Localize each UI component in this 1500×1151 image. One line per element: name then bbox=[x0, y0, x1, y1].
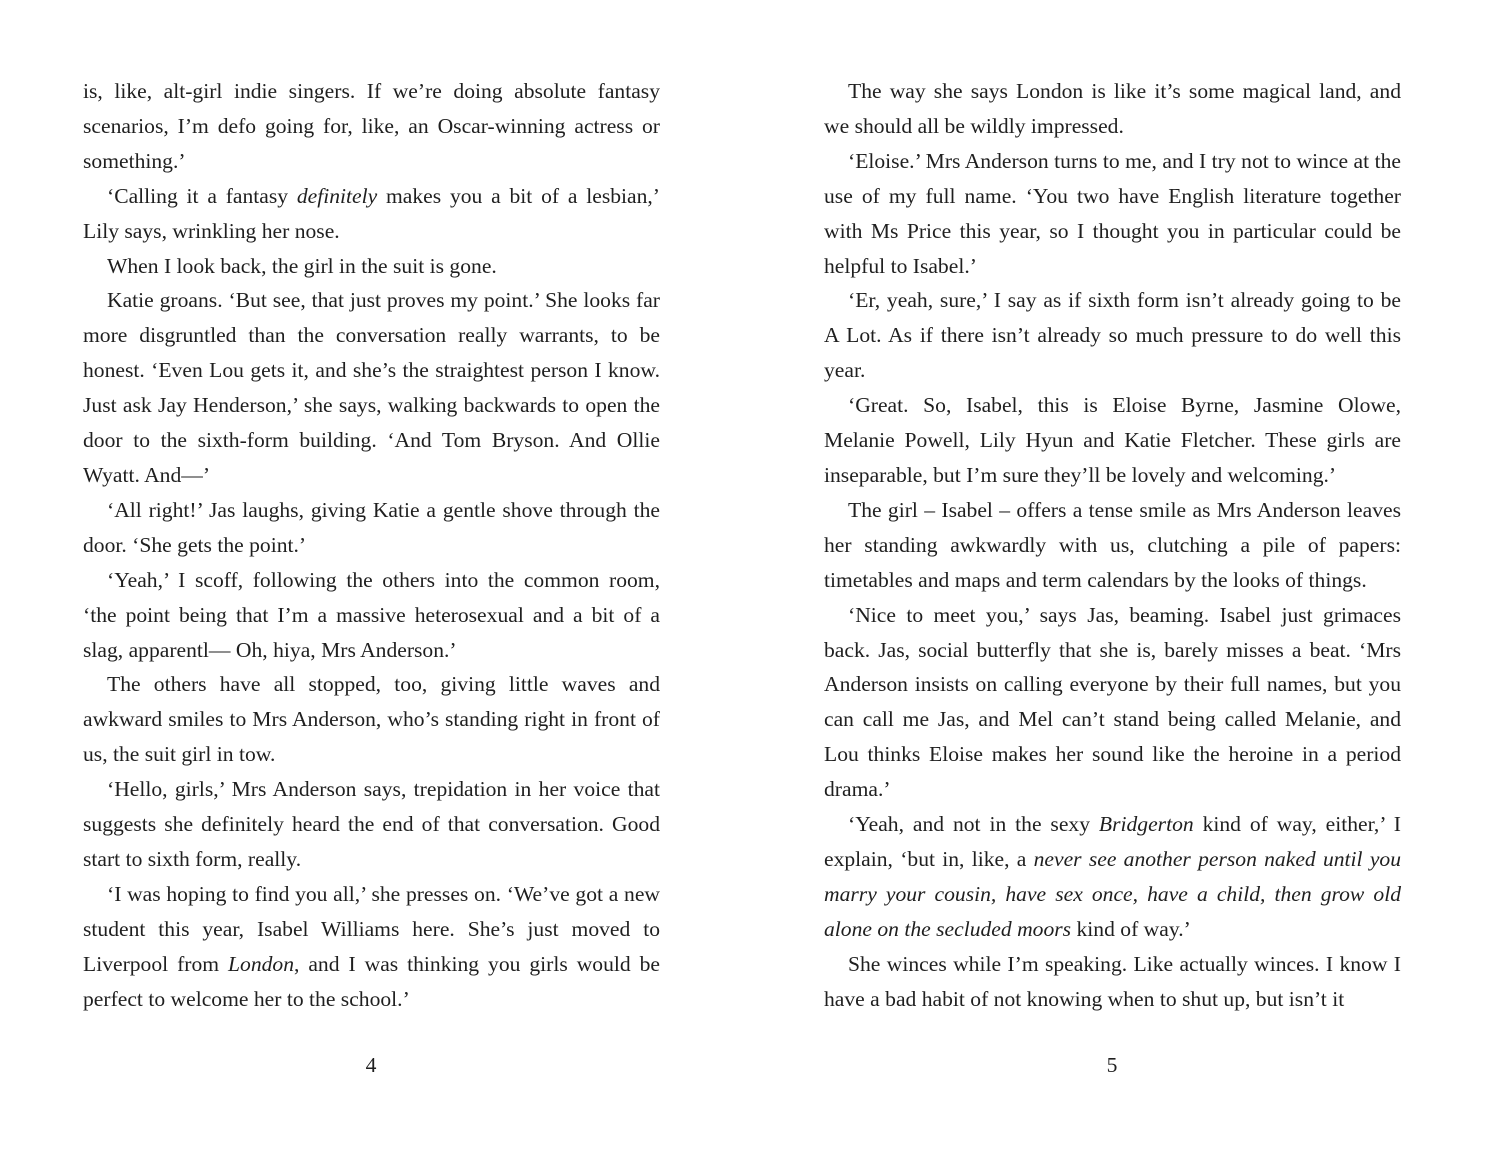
paragraph bbox=[824, 598, 1401, 807]
text-run: ‘Calling it a fantasy bbox=[107, 183, 297, 208]
paragraph bbox=[83, 877, 660, 1017]
text-run: ‘Yeah, and not in the sexy bbox=[848, 812, 1099, 837]
text-run: ‘Great. So, Isabel, this is Eloise Byrne, Jasmine Olowe, Melanie Powell, Lily Hyun and Katie Fletcher. These girls are inseparable, but I’m sure they’ll be lovely and welcoming.’ bbox=[824, 393, 1401, 487]
left-page bbox=[83, 74, 660, 1016]
page-number-right: 5 bbox=[1106, 1053, 1118, 1077]
paragraph bbox=[824, 74, 1401, 144]
paragraph bbox=[83, 563, 660, 668]
right-page bbox=[824, 74, 1401, 1016]
italic-text: definitely bbox=[296, 183, 378, 208]
text-run: Katie groans. ‘But see, that just proves my point.’ She looks far more disgruntled than the conversation really warrants, to be honest. ‘Even Lou gets it, and she’s the straightest person I know. Just ask Jay Henderson,’ she says, walking backwards to open the door to the sixth-form building. ‘And Tom Bryson. And Ollie Wyatt. And—’ bbox=[83, 288, 660, 487]
paragraph bbox=[83, 249, 660, 284]
paragraph bbox=[824, 388, 1401, 493]
italic-text: London bbox=[228, 951, 295, 976]
text-run: ‘Er, yeah, sure,’ I say as if sixth form isn’t already going to be A Lot. As if there isn’t already so much pressure to do well this year. bbox=[824, 288, 1401, 383]
paragraph bbox=[824, 807, 1401, 947]
text-run: When I look back, the girl in the suit is gone. bbox=[107, 253, 497, 278]
text-run: ‘Nice to meet you,’ says Jas, beaming. Isabel just grimaces back. Jas, social butterfly that she is, barely misses a beat. ‘Mrs Anderson insists on calling everyone by their full names, but you can call me Jas, and Mel can’t stand being called Melanie, and Lou thinks Eloise makes her sound like the heroine in a period drama.’ bbox=[824, 602, 1401, 802]
text-run: ‘I was hoping to find you all,’ she presses on. ‘We’ve got a new student this year, Isabel Williams here. She’s just moved to Liverpool from bbox=[83, 881, 660, 976]
paragraph bbox=[83, 74, 660, 179]
text-run: is, like, alt-girl indie singers. If we’re doing absolute fantasy scenarios, I’m defo going for, like, an Oscar-winning actress or something.’ bbox=[83, 79, 660, 173]
text-run: The girl – Isabel – offers a tense smile as Mrs Anderson leaves her standing awkwardly with us, clutching a pile of papers: timetables and maps and term calendars by the looks of things. bbox=[824, 497, 1401, 592]
text-run: The others have all stopped, too, giving little waves and awkward smiles to Mrs Anderson, who’s standing right in front of us, the suit girl in tow. bbox=[83, 672, 660, 767]
paragraph bbox=[824, 144, 1401, 284]
text-run: ‘Yeah,’ I scoff, following the others into the common room, ‘the point being that I’m a massive heterosexual and a bit of a slag, apparentl— Oh, hiya, Mrs Anderson.’ bbox=[83, 567, 660, 662]
paragraph bbox=[83, 667, 660, 772]
paragraph bbox=[83, 283, 660, 492]
paragraph bbox=[824, 493, 1401, 598]
text-run: makes you a bit of a lesbian,’ Lily says, wrinkling her nose. bbox=[83, 183, 660, 243]
paragraph bbox=[824, 283, 1401, 388]
paragraph bbox=[83, 493, 660, 563]
text-run: , and I was thinking you girls would be perfect to welcome her to the school.’ bbox=[83, 951, 660, 1011]
text-run: ‘All right!’ Jas laughs, giving Katie a gentle shove through the door. ‘She gets the point.’ bbox=[83, 497, 660, 557]
page-number-left: 4 bbox=[365, 1053, 377, 1077]
text-run: kind of way, either,’ I explain, ‘but in, like, a bbox=[824, 812, 1401, 871]
text-run: She winces while I’m speaking. Like actually winces. I know I have a bad habit of not knowing when to shut up, but isn’t it bbox=[824, 951, 1401, 1011]
text-run: ‘Eloise.’ Mrs Anderson turns to me, and I try not to wince at the use of my full name. ‘You two have English literature together with Ms Price this year, so I thought you in particular could be helpful to Isabel.’ bbox=[824, 148, 1401, 278]
text-run: ‘Hello, girls,’ Mrs Anderson says, trepidation in her voice that suggests she definitely heard the end of that conversation. Good start to sixth form, really. bbox=[83, 777, 660, 871]
paragraph bbox=[83, 179, 660, 249]
paragraph bbox=[824, 947, 1401, 1017]
italic-text: Bridgerton bbox=[1098, 812, 1194, 837]
text-run: The way she says London is like it’s some magical land, and we should all be wildly impressed. bbox=[824, 79, 1401, 138]
text-run: kind of way.’ bbox=[1071, 916, 1191, 941]
italic-text: never see another person naked until you marry your cousin, have sex once, have a child, then grow old alone on the secluded moors bbox=[824, 846, 1401, 941]
paragraph bbox=[83, 772, 660, 877]
